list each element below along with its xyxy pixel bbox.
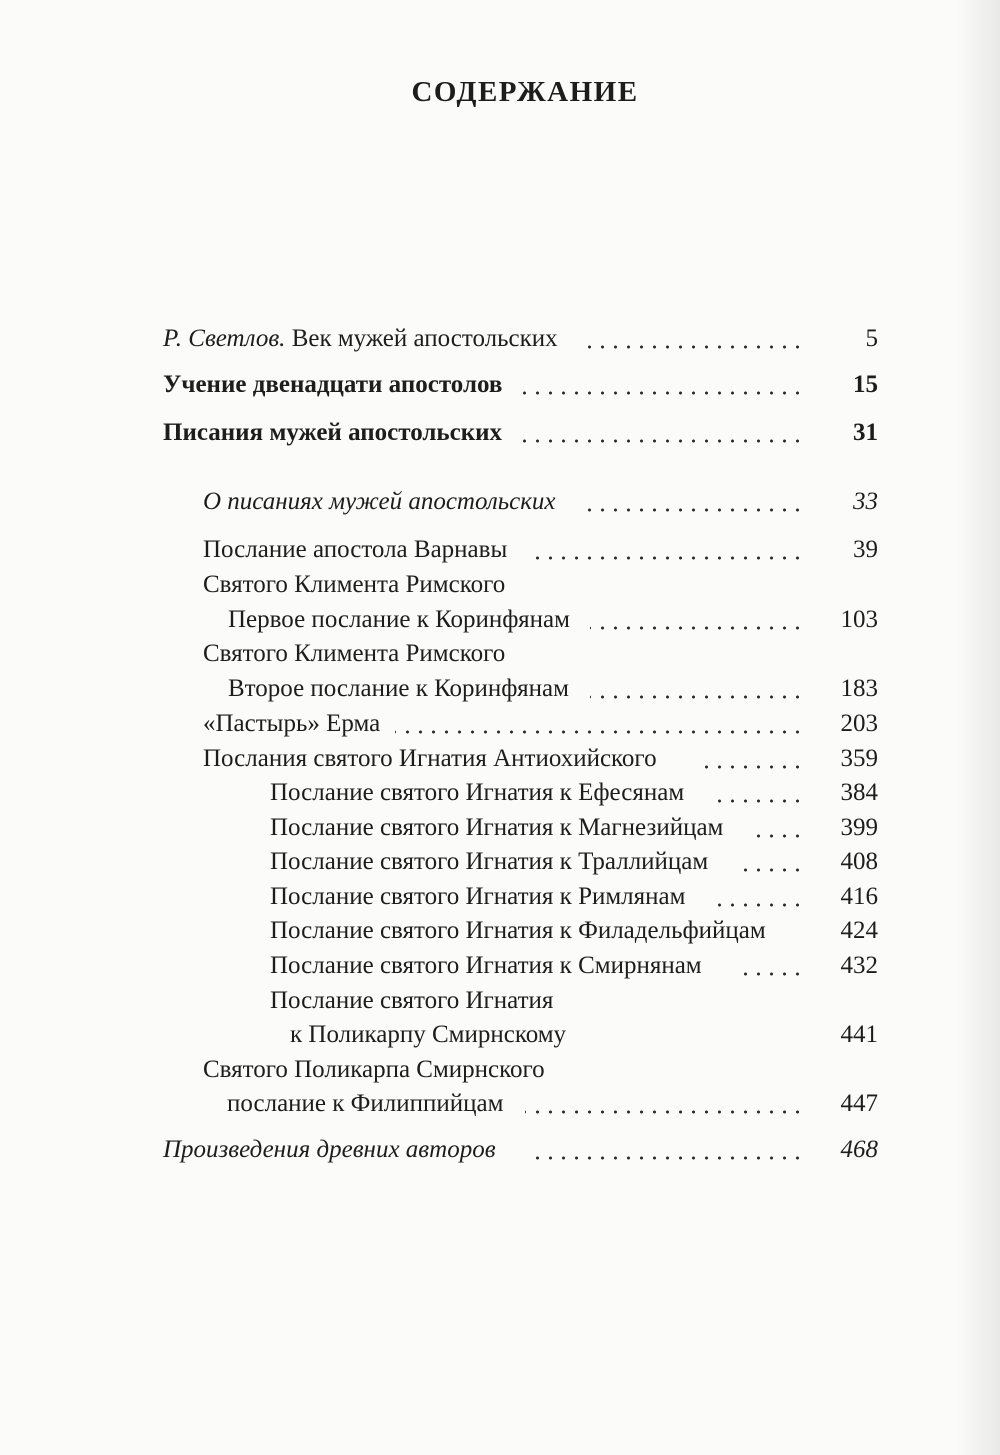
toc-entry-ancient-authors[interactable] [0, 1130, 1000, 1170]
toc-entry-title: «Пастырь» Ерма [203, 704, 384, 744]
toc-entry-didache[interactable] [0, 365, 1000, 405]
toc-entry-ignatius-ephesians[interactable] [0, 773, 1000, 813]
toc-entry-title: Послание святого Игнатия к Ефесянам [270, 773, 688, 813]
toc-entry-title: Послание апостола Варнавы [203, 530, 511, 570]
toc-entry-title: Послание святого Игнатия к Смирнянам [270, 946, 706, 986]
toc-entry-apostolic-writings[interactable] [0, 413, 1000, 453]
toc-entry-polycarp-philippians[interactable] [0, 1050, 1000, 1130]
toc-entry-page: 432 [840, 952, 878, 979]
toc-entry-page: 33 [853, 488, 878, 515]
toc-entry-page: 203 [840, 710, 878, 737]
toc-entry-page: 359 [840, 745, 878, 772]
toc-entry-page: 39 [853, 536, 878, 563]
toc-entry-heading-line: Святого Поликарпа Смирнского [203, 1050, 549, 1090]
toc-entry-title: Послание святого Игнатия к Филадельфийцам [270, 911, 770, 951]
toc-entry-heading-line: Святого Климента Римского [203, 634, 509, 674]
page-title: СОДЕРЖАНИЕ [411, 76, 639, 108]
toc-entry-ignatius-smyrnaeans[interactable] [0, 946, 1000, 986]
toc-entry-title: Учение двенадцати апостолов [163, 365, 506, 405]
toc-entry-page: 447 [840, 1090, 878, 1117]
toc-entry-clement-first[interactable] [0, 565, 1000, 645]
toc-entry-title: О писаниях мужей апостольских [203, 482, 560, 522]
toc-entry-page: 384 [840, 779, 878, 806]
toc-entry-page: 5 [865, 325, 878, 352]
toc-entry-heading-line: Послание святого Игнатия [270, 981, 557, 1021]
toc-entry-page: 441 [840, 1021, 878, 1048]
toc-entry-title: Послание святого Игнатия к Римлянам [270, 877, 689, 917]
toc-entry-title: Век мужей апостольских [291, 325, 558, 352]
toc-entry-page: 103 [840, 606, 878, 633]
toc-entry-clement-second[interactable] [0, 634, 1000, 714]
toc-entry-page: 183 [840, 675, 878, 702]
toc-entry-title: Послания святого Игнатия Антиохийского [203, 739, 661, 779]
toc-entry-title: Второе послание к Коринфянам [228, 669, 573, 709]
toc-entry-page: 424 [840, 917, 878, 944]
toc-entry-page: 416 [840, 883, 878, 910]
toc-entry-title: Первое послание к Коринфянам [228, 600, 574, 640]
toc-entry-page: 15 [853, 371, 878, 398]
toc-entry-ignatius-trallians[interactable] [0, 842, 1000, 882]
toc-entry-title: Послание святого Игнатия к Траллийцам [270, 842, 712, 882]
toc-entry-title: Писания мужей апостольских [163, 413, 506, 453]
toc-entry-page: 31 [853, 419, 878, 446]
toc-entry-barnabas[interactable] [0, 530, 1000, 570]
toc-entry-title: Послание святого Игнатия к Магнезийцам [270, 808, 727, 848]
toc-entry-title: к Поликарпу Смирнскому [290, 1015, 570, 1055]
toc-entry-ignatius-philadelphians[interactable] [0, 911, 1000, 951]
toc-entry-title: Произведения древних авторов [163, 1130, 500, 1170]
toc-entry-page: 468 [840, 1136, 878, 1163]
toc-entry-ignatius-polycarp[interactable] [0, 981, 1000, 1061]
toc-entry-introduction[interactable] [0, 319, 1000, 359]
toc-entry-heading-line: Святого Климента Римского [203, 565, 509, 605]
toc-entry-shepherd[interactable] [0, 704, 1000, 744]
toc-entry-page: 408 [840, 848, 878, 875]
toc-entry-title: послание к Филиппийцам [227, 1084, 507, 1124]
toc-entry-about-writings[interactable] [0, 482, 1000, 522]
toc-entry-page: 399 [840, 814, 878, 841]
toc-entry-author: Р. Светлов. [163, 325, 286, 352]
